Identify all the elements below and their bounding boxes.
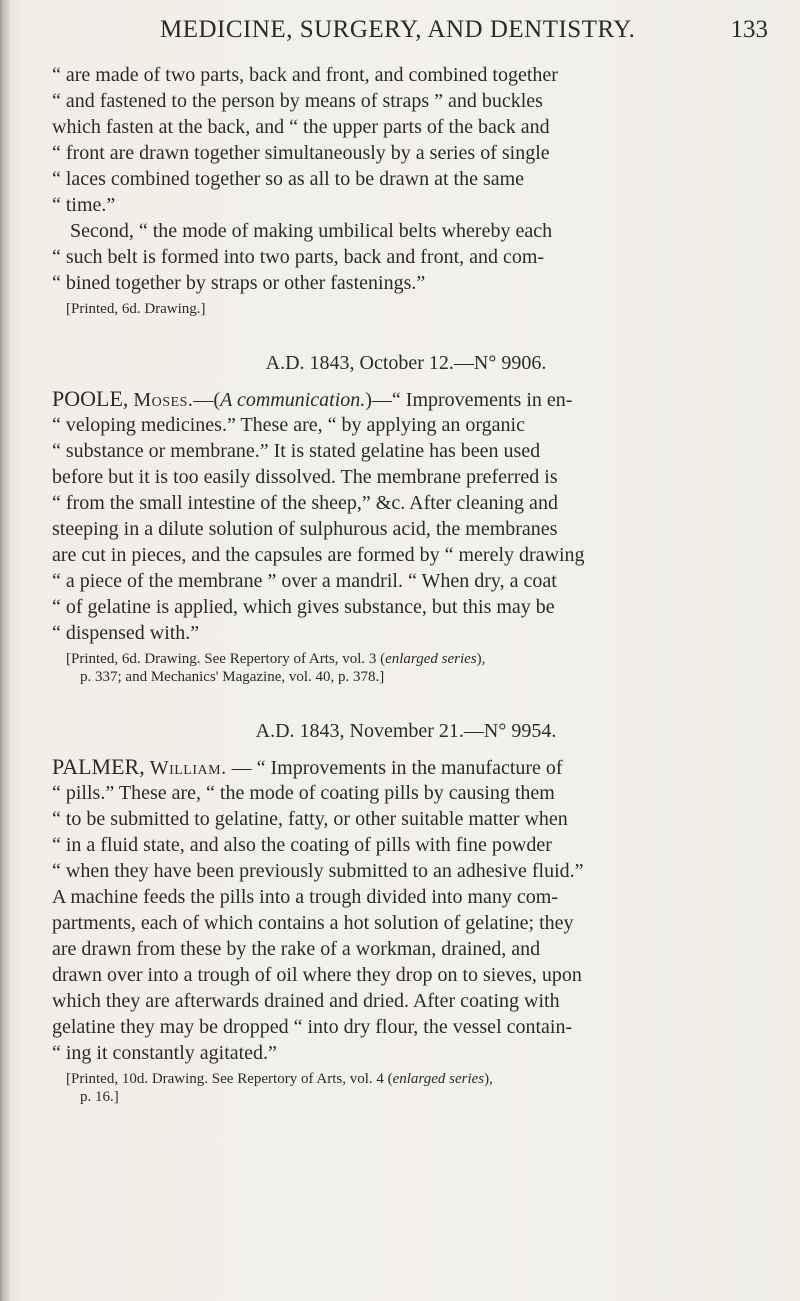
text-line: gelatine they may be dropped “ into dry flour, the vessel contain- xyxy=(52,1016,573,1038)
printed-note-continued: p. 337; and Mechanics' Magazine, vol. 40, p. 378.] xyxy=(80,669,385,685)
text-line: “ ing it constantly agitated.” xyxy=(52,1042,277,1064)
patentee-surname: POOLE, xyxy=(52,386,129,411)
communication-note: A communication. xyxy=(220,389,366,411)
text-line: before but it is too easily dissolved. The membrane preferred is xyxy=(52,466,558,488)
text-line: “ when they have been previously submitted to an adhesive fluid.” xyxy=(52,860,584,882)
text-line: “ and fastened to the person by means of straps ” and buckles xyxy=(52,90,543,112)
text-line: “ laces combined together so as all to be drawn at the same xyxy=(52,168,525,190)
text-line: “ substance or membrane.” It is stated gelatine has been used xyxy=(52,440,541,462)
text-line: “ such belt is formed into two parts, back and front, and com- xyxy=(52,246,545,268)
text-line: “ of gelatine is applied, which gives substance, but this may be xyxy=(52,596,555,618)
patentee-surname: PALMER, xyxy=(52,754,145,779)
text-line: “ time.” xyxy=(52,194,116,216)
text-line: Second, “ the mode of making umbilical belts whereby each xyxy=(70,220,553,242)
patent-entry-poole xyxy=(52,350,752,686)
note-fragment: ), xyxy=(484,1071,493,1087)
text-fragment: )—“ Improvements in en- xyxy=(365,389,573,411)
entry-first-line xyxy=(52,754,752,780)
text-line: “ a piece of the membrane ” over a mandril. “ When dry, a coat xyxy=(52,570,557,592)
text-line: “ to be submitted to gelatine, fatty, or other suitable matter when xyxy=(52,808,568,830)
text-line: are cut in pieces, and the capsules are formed by “ merely drawing xyxy=(52,544,585,566)
text-line: “ dispensed with.” xyxy=(52,622,200,644)
running-header xyxy=(120,12,768,52)
text-line: “ front are drawn together simultaneously by a series of single xyxy=(52,142,550,164)
patent-entry-palmer xyxy=(52,718,752,1106)
text-fragment: —( xyxy=(193,389,221,411)
patentee-forename: William. xyxy=(149,757,227,779)
entry-first-line xyxy=(52,386,752,412)
text-line: “ pills.” These are, “ the mode of coating pills by causing them xyxy=(52,782,555,804)
text-line: “ bined together by straps or other fastenings.” xyxy=(52,272,426,294)
printed-note xyxy=(52,650,752,668)
text-line: “ veloping medicines.” These are, “ by applying an organic xyxy=(52,414,525,436)
running-title: MEDICINE, SURGERY, AND DENTISTRY. xyxy=(160,16,636,43)
continued-entry xyxy=(52,62,752,318)
text-line: drawn over into a trough of oil where they drop on to sieves, upon xyxy=(52,964,582,986)
patentee-forename: Moses. xyxy=(133,389,194,411)
text-line: which they are afterwards drained and dried. After coating with xyxy=(52,990,560,1012)
text-line: “ in a fluid state, and also the coating of pills with fine powder xyxy=(52,834,552,856)
text-fragment: — “ Improvements in the manufacture of xyxy=(226,757,563,779)
entry-heading: A.D. 1843, October 12.—N° 9906. xyxy=(265,352,547,374)
text-line: steeping in a dilute solution of sulphurous acid, the membranes xyxy=(52,518,558,540)
text-line: are drawn from these by the rake of a workman, drained, and xyxy=(52,938,541,960)
page-body xyxy=(52,62,752,1106)
page-number: 133 xyxy=(730,16,768,43)
printed-note: [Printed, 6d. Drawing.] xyxy=(66,301,206,317)
text-line: “ from the small intestine of the sheep,” &c. After cleaning and xyxy=(52,492,558,514)
note-fragment: ), xyxy=(476,651,486,667)
printed-note xyxy=(52,1070,752,1088)
text-line: which fasten at the back, and “ the upper parts of the back and xyxy=(52,116,550,138)
text-line: “ are made of two parts, back and front, and combined together xyxy=(52,64,558,86)
printed-note-continued: p. 16.] xyxy=(80,1089,119,1105)
entry-heading: A.D. 1843, November 21.—N° 9954. xyxy=(255,720,557,742)
page-spine-shadow xyxy=(0,0,10,1301)
note-italic: enlarged series xyxy=(385,651,477,667)
note-italic: enlarged series xyxy=(392,1071,485,1087)
text-line: partments, each of which contains a hot solution of gelatine; they xyxy=(52,912,574,934)
note-fragment: [Printed, 10d. Drawing. See Repertory of Arts, vol. 4 ( xyxy=(66,1071,393,1087)
text-line: A machine feeds the pills into a trough divided into many com- xyxy=(52,886,559,908)
note-fragment: [Printed, 6d. Drawing. See Repertory of Arts, vol. 3 ( xyxy=(66,651,386,667)
